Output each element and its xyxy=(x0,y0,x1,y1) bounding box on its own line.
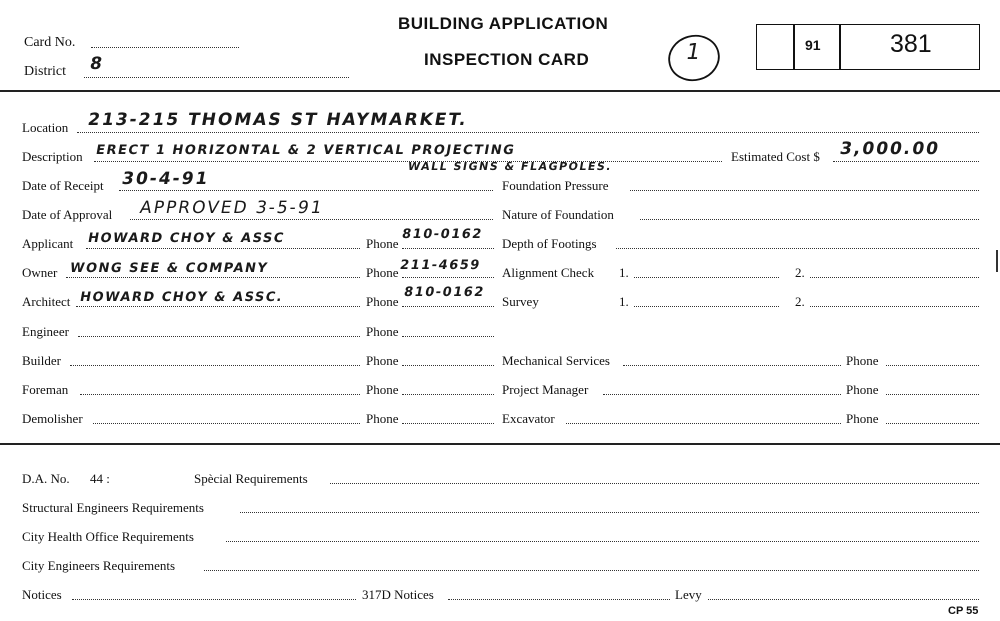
applicant-label: Applicant xyxy=(22,236,74,251)
project-manager-phone-label: Phone xyxy=(846,382,879,397)
owner-phone-value: 211-4659 xyxy=(398,258,483,273)
demolisher-phone-field xyxy=(402,423,494,424)
da-no-value: 44 : xyxy=(90,471,110,486)
builder-field xyxy=(70,365,360,366)
engineer-phone-field xyxy=(402,336,494,337)
foundation-pressure-field xyxy=(630,190,979,191)
estimated-cost-label: Estimated Cost $ xyxy=(731,149,820,164)
owner-phone-field xyxy=(402,277,494,278)
location-field xyxy=(77,132,979,133)
card-no-field xyxy=(91,47,239,48)
date-of-approval-label: Date of Approval xyxy=(22,207,113,222)
excavator-phone-field xyxy=(886,423,979,424)
mechanical-services-field xyxy=(623,365,841,366)
applicant-phone-label: Phone xyxy=(366,236,399,251)
date-of-receipt-value: 30-4-91 xyxy=(120,169,212,189)
edge-mark xyxy=(996,250,998,272)
engineer-phone-label: Phone xyxy=(366,324,399,339)
survey-1-field xyxy=(634,306,779,307)
title-line-1: BUILDING APPLICATION xyxy=(398,14,609,33)
district-value: 8 xyxy=(88,54,106,74)
foreman-label: Foreman xyxy=(22,382,69,397)
engineer-field xyxy=(78,336,360,337)
box-small-number: 91 xyxy=(805,37,821,53)
date-of-approval-field xyxy=(130,219,493,220)
notices-317d-label: 317D Notices xyxy=(362,587,434,602)
alignment-check-2-label: 2. xyxy=(795,265,805,280)
builder-phone-label: Phone xyxy=(366,353,399,368)
special-requirements-field xyxy=(330,483,979,484)
levy-field xyxy=(708,599,979,600)
mid-divider xyxy=(0,443,1000,445)
owner-label: Owner xyxy=(22,265,58,280)
builder-label: Builder xyxy=(22,353,61,368)
architect-value: HOWARD CHOY & ASSC. xyxy=(78,290,285,305)
card-no-label: Card No. xyxy=(24,35,76,50)
box-divider-2 xyxy=(839,24,841,70)
applicant-value: HOWARD CHOY & ASSC xyxy=(86,231,286,246)
structural-engineers-field xyxy=(240,512,979,513)
demolisher-phone-label: Phone xyxy=(366,411,399,426)
description-value-2: WALL SIGNS & FLAGPOLES. xyxy=(406,160,614,173)
builder-phone-field xyxy=(402,365,494,366)
circled-number: 1 xyxy=(683,40,705,65)
mechanical-services-phone-label: Phone xyxy=(846,353,879,368)
description-label: Description xyxy=(22,149,83,164)
foreman-phone-label: Phone xyxy=(366,382,399,397)
special-requirements-label: Spècial Requirements xyxy=(194,471,308,486)
foundation-pressure-label: Foundation Pressure xyxy=(502,178,609,193)
alignment-check-1-label: 1. xyxy=(619,265,629,280)
box-divider-1 xyxy=(793,24,795,70)
applicant-phone-value: 810-0162 xyxy=(400,227,485,242)
box-large-number: 381 xyxy=(890,30,932,58)
survey-2-label: 2. xyxy=(795,294,805,309)
mechanical-services-phone-field xyxy=(886,365,979,366)
project-manager-label: Project Manager xyxy=(502,382,589,397)
city-engineers-label: City Engineers Requirements xyxy=(22,558,176,573)
demolisher-field xyxy=(93,423,360,424)
project-manager-field xyxy=(603,394,841,395)
alignment-check-2-field xyxy=(810,277,979,278)
architect-phone-value: 810-0162 xyxy=(402,285,487,300)
header-divider xyxy=(0,90,1000,92)
da-no-label: D.A. No. xyxy=(22,471,70,486)
excavator-label: Excavator xyxy=(502,411,555,426)
city-health-label: City Health Office Requirements xyxy=(22,529,194,544)
location-label: Location xyxy=(22,120,69,135)
applicant-phone-field xyxy=(402,248,494,249)
notices-317d-field xyxy=(448,599,670,600)
title-line-2: INSPECTION CARD xyxy=(424,50,590,69)
project-manager-phone-field xyxy=(886,394,979,395)
city-engineers-field xyxy=(204,570,979,571)
district-label: District xyxy=(24,64,66,79)
architect-field xyxy=(76,306,360,307)
foreman-field xyxy=(80,394,360,395)
owner-phone-label: Phone xyxy=(366,265,399,280)
date-of-receipt-label: Date of Receipt xyxy=(22,178,104,193)
alignment-check-1-field xyxy=(634,277,779,278)
location-value: 213-215 THOMAS ST HAYMARKET. xyxy=(86,110,470,130)
levy-label: Levy xyxy=(675,587,702,602)
description-value: ERECT 1 HORIZONTAL & 2 VERTICAL PROJECTING xyxy=(94,143,517,158)
owner-value: WONG SEE & COMPANY xyxy=(68,261,270,276)
form-code: CP 55 xyxy=(948,605,979,617)
city-health-field xyxy=(226,541,979,542)
card-number-box xyxy=(756,24,980,70)
architect-phone-field xyxy=(402,306,494,307)
survey-1-label: 1. xyxy=(619,294,629,309)
engineer-label: Engineer xyxy=(22,324,69,339)
depth-of-footings-label: Depth of Footings xyxy=(502,236,597,251)
excavator-phone-label: Phone xyxy=(846,411,879,426)
notices-label: Notices xyxy=(22,587,62,602)
owner-field xyxy=(66,277,360,278)
date-of-approval-value: APPROVED 3-5-91 xyxy=(138,198,326,218)
notices-field xyxy=(72,599,356,600)
excavator-field xyxy=(566,423,841,424)
structural-engineers-label: Structural Engineers Requirements xyxy=(22,500,204,515)
applicant-field xyxy=(86,248,360,249)
demolisher-label: Demolisher xyxy=(22,411,83,426)
mechanical-services-label: Mechanical Services xyxy=(502,353,610,368)
nature-of-foundation-field xyxy=(640,219,979,220)
depth-of-footings-field xyxy=(616,248,979,249)
district-field xyxy=(84,77,349,78)
survey-label: Survey xyxy=(502,294,539,309)
date-of-receipt-field xyxy=(119,190,493,191)
alignment-check-label: Alignment Check xyxy=(502,265,595,280)
estimated-cost-field xyxy=(833,161,979,162)
foreman-phone-field xyxy=(402,394,494,395)
nature-of-foundation-label: Nature of Foundation xyxy=(502,207,614,222)
survey-2-field xyxy=(810,306,979,307)
architect-label: Architect xyxy=(22,294,71,309)
architect-phone-label: Phone xyxy=(366,294,399,309)
estimated-cost-value: 3,000.00 xyxy=(838,139,942,159)
